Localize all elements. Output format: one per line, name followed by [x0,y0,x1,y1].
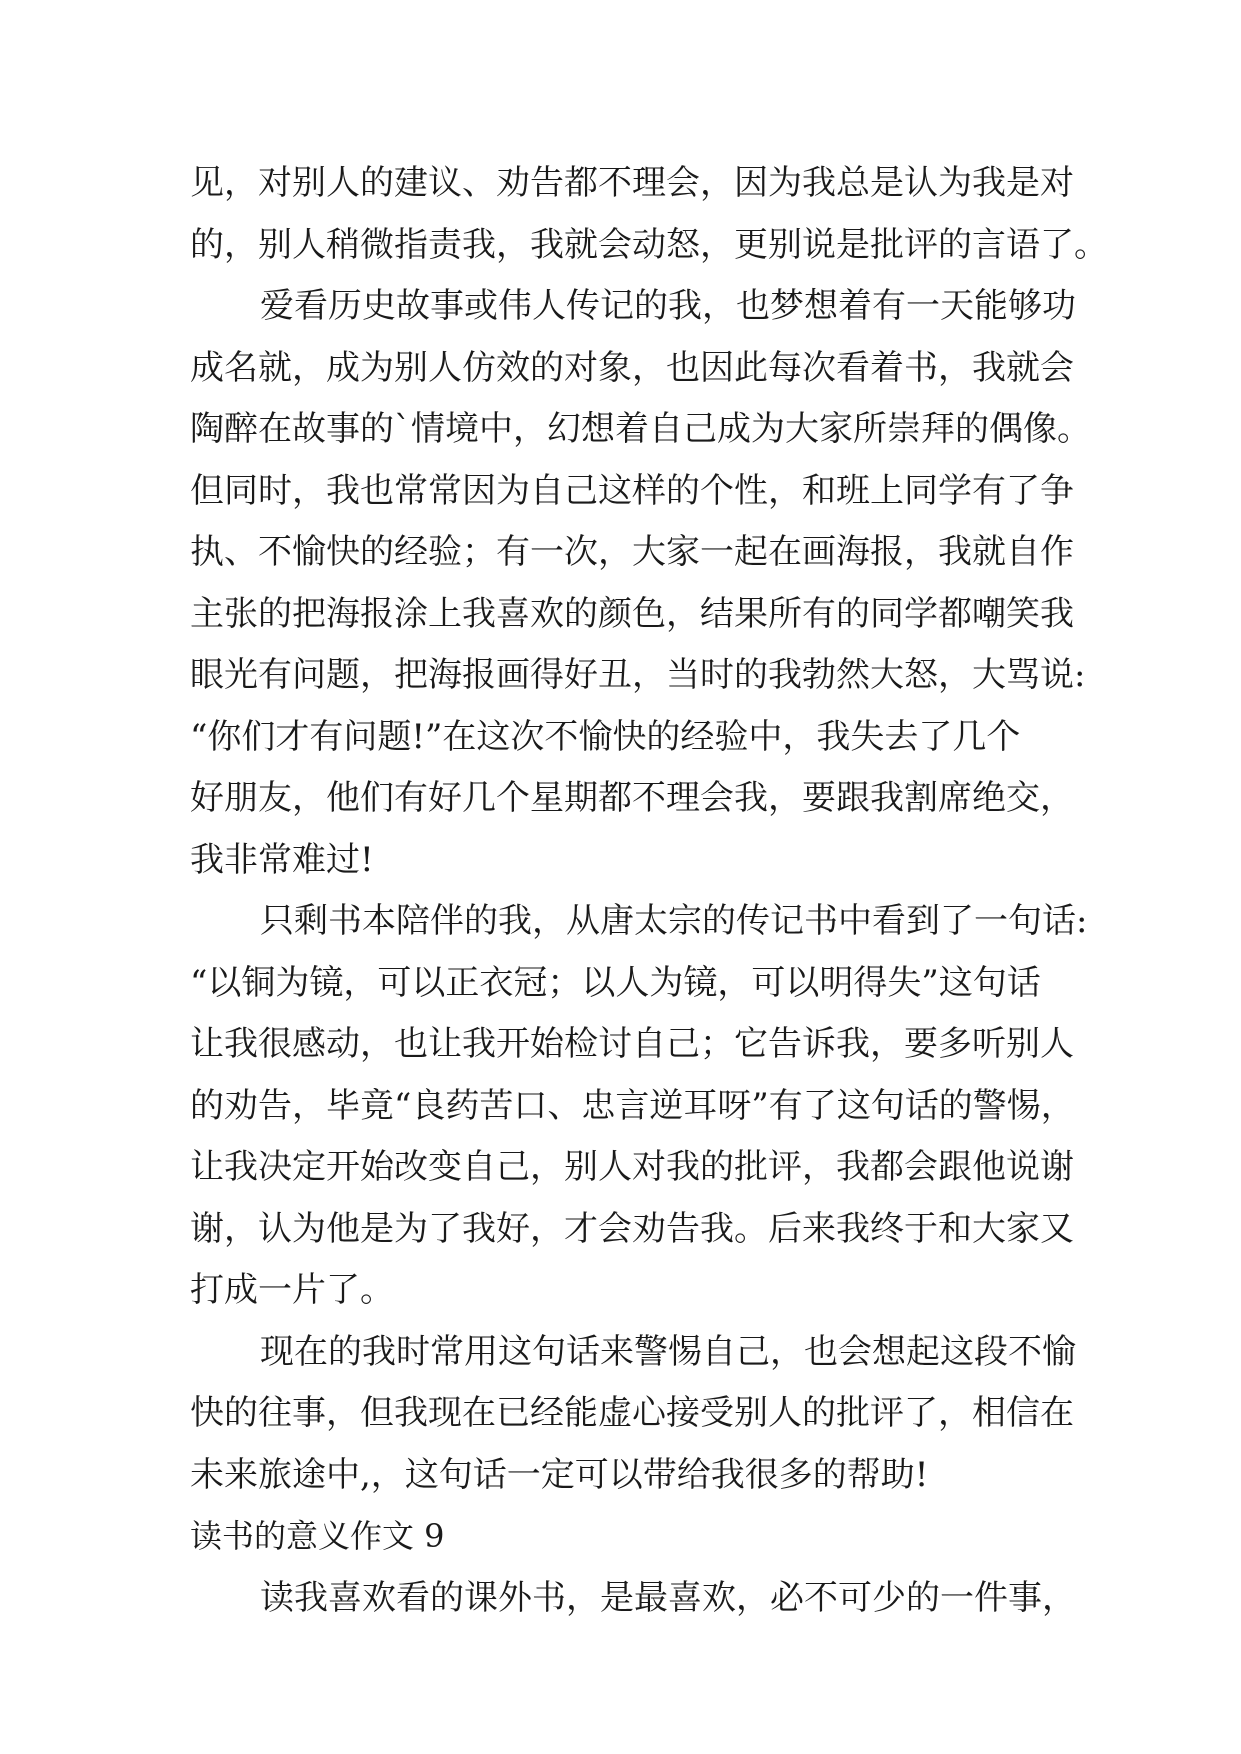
paragraph-1 [190,153,1108,276]
text-line: 见，对别人的建议、劝告都不理会，因为我总是认为我是对 [190,163,1074,203]
text-line: 快的往事，但我现在已经能虚心接受别人的批评了，相信在 [190,1393,1074,1433]
text-line: 我非常难过! [190,839,374,880]
paragraph-4 [190,1322,1076,1507]
paragraph-5 [190,1568,1076,1630]
text-line: 陶醉在故事的`情境中，幻想着自己成为大家所崇拜的偶像。 [190,409,1091,449]
section-heading: 读书的意义作文 9 [190,1517,445,1555]
text-line: 现在的我时常用这句话来警惕自己，也会想起这段不愉 [260,1331,1076,1372]
paragraph-3 [190,891,1088,1322]
text-line: 让我决定开始改变自己，别人对我的批评，我都会跟他说谢 [190,1147,1074,1187]
text-line: 好朋友，他们有好几个星期都不理会我，要跟我割席绝交， [190,778,1074,818]
text-line: 打成一片了。 [190,1270,394,1310]
text-line: “以铜为镜，可以正衣冠；以人为镜，可以明得失”这句话 [190,962,1041,1003]
text-line: 的，别人稍微指责我，我就会动怒，更别说是批评的言语了。 [190,224,1108,265]
text-line: 主张的把海报涂上我喜欢的颜色，结果所有的同学都嘲笑我 [190,593,1074,634]
text-line: 让我很感动，也让我开始检讨自己；它告诉我，要多听别人 [190,1024,1074,1064]
text-line: 执、不愉快的经验；有一次，大家一起在画海报，我就自作 [190,532,1074,572]
text-line: “你们才有问题!”在这次不愉快的经验中，我失去了几个 [190,716,1021,757]
text-line: 读我喜欢看的课外书，是最喜欢，必不可少的一件事， [260,1577,1076,1618]
document-body [190,153,1108,1629]
text-line: 谢，认为他是为了我好，才会劝告我。后来我终于和大家又 [190,1208,1074,1249]
text-line: 爱看历史故事或伟人传记的我，也梦想着有一天能够功 [260,286,1076,326]
text-line: 眼光有问题，把海报画得好丑，当时的我勃然大怒，大骂说: [190,655,1086,695]
paragraph-2 [190,276,1091,891]
text-line: 的劝告，毕竟“良药苦口、忠言逆耳呀”有了这句话的警惕， [190,1085,1075,1126]
text-line: 只剩书本陪伴的我，从唐太宗的传记书中看到了一句话: [260,901,1088,941]
text-line: 成名就，成为别人仿效的对象，也因此每次看着书，我就会 [190,347,1074,388]
text-line: 未来旅途中,，这句话一定可以带给我很多的帮助! [190,1454,929,1495]
text-line: 但同时，我也常常因为自己这样的个性，和班上同学有了争 [190,470,1074,511]
